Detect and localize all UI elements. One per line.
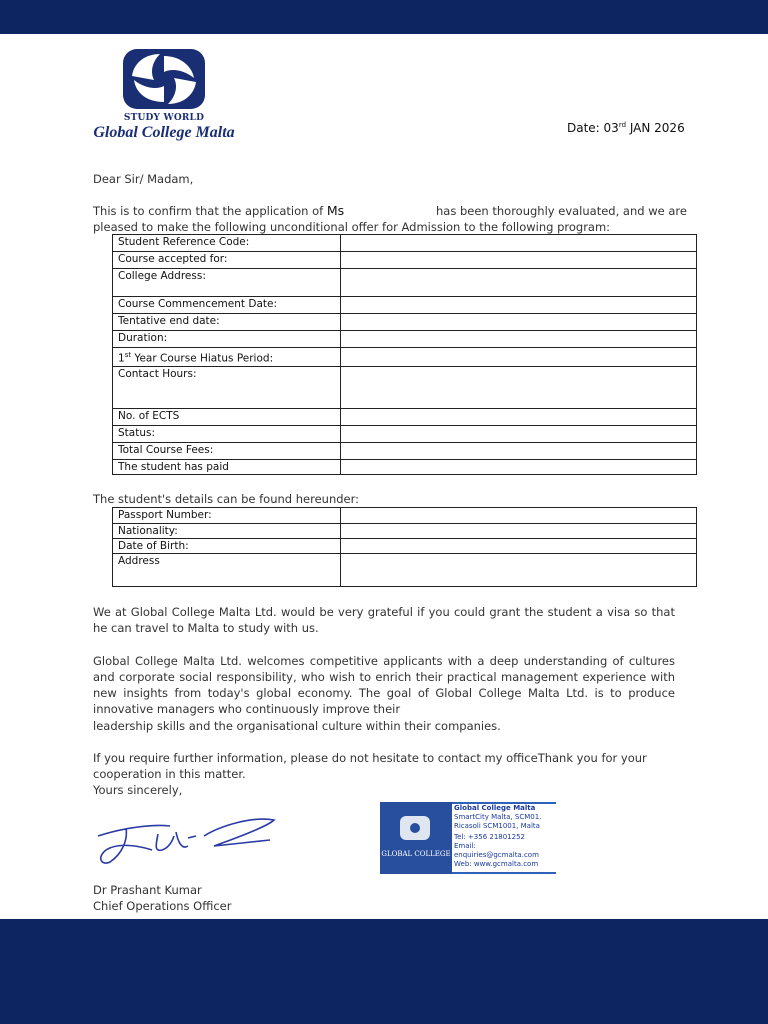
- table-row: Duration:: [113, 331, 697, 348]
- table-row: Status:: [113, 425, 697, 442]
- contact-line-2: cooperation in this matter.: [93, 767, 246, 781]
- stamp-email: Email: enquiries@gcmalta.com: [454, 842, 539, 859]
- table-row: Course Commencement Date:: [113, 297, 697, 314]
- college-logo: [84, 48, 244, 148]
- table-row: 1st Year Course Hiatus Period:: [113, 348, 697, 367]
- logo-brand-text: STUDY WORLD: [123, 113, 205, 123]
- stamp-logo-icon: [380, 802, 452, 874]
- letter-date: Date: 03rd JAN 2026: [567, 121, 685, 135]
- salutation: Dear Sir/ Madam,: [93, 172, 194, 186]
- signatory-title: Chief Operations Officer: [93, 899, 232, 913]
- college-description-end: leadership skills and the organisational culture within their companies.: [93, 719, 501, 733]
- table-row: Contact Hours:: [113, 366, 697, 408]
- intro-line-2: pleased to make the following unconditional offer for Admission to the following program:: [93, 220, 611, 234]
- college-stamp: [380, 802, 556, 874]
- table-row: The student has paid: [113, 459, 697, 474]
- footer-bar: [0, 919, 768, 1024]
- closing: Yours sincerely,: [93, 783, 183, 797]
- table-row: Date of Birth:: [113, 539, 697, 554]
- table-row: Tentative end date:: [113, 314, 697, 331]
- stamp-phone: Tel: +356 21801252: [454, 833, 526, 841]
- details-table: [112, 507, 697, 587]
- table-row: Student Reference Code:: [113, 235, 697, 252]
- header-bar: [0, 0, 768, 34]
- stamp-address-block: [452, 804, 556, 872]
- svg-text:GLOBAL COLLEGE: GLOBAL COLLEGE: [381, 850, 451, 858]
- table-row: Address: [113, 554, 697, 587]
- table-row: Course accepted for:: [113, 252, 697, 269]
- signature-image: [92, 806, 282, 878]
- program-table: [112, 234, 697, 475]
- college-description-paragraph: Global College Malta Ltd. welcomes competitive applicants with a deep understanding of cultures and corporate social responsibility, who wish to enrich their practical management experience with new insights from today's global economy. The goal of Global College Malta Ltd. is to produce innovative managers who continuously improve their: [93, 654, 675, 716]
- swirl-logo-icon: [122, 48, 206, 110]
- stamp-address-line-1: SmartCity Malta, SCM01.: [454, 813, 542, 821]
- table-row: Passport Number:: [113, 508, 697, 524]
- stamp-address-line-2: Ricasoli SCM1001, Malta: [454, 822, 540, 830]
- intro-line-1: This is to confirm that the application of Ms: [93, 203, 345, 218]
- intro-line-1-end: has been thoroughly evaluated, and we are: [436, 204, 687, 218]
- visa-request-paragraph: We at Global College Malta Ltd. would be very grateful if you could grant the student a visa so that he can travel to Malta to study with us.: [93, 605, 675, 635]
- stamp-website: Web: www.gcmalta.com: [454, 860, 539, 868]
- contact-line-1: If you require further information, please do not hesitate to contact my officeThank you for your: [93, 751, 647, 765]
- table-row: College Address:: [113, 269, 697, 297]
- signatory-name: Dr Prashant Kumar: [93, 883, 202, 897]
- table-row: No. of ECTS: [113, 408, 697, 425]
- stamp-seal: [380, 802, 452, 874]
- stamp-college-name: Global College Malta: [454, 804, 536, 812]
- logo-college-name: Global College Malta: [93, 124, 235, 141]
- table-row: Nationality:: [113, 524, 697, 539]
- applicant-name: Ms: [326, 203, 345, 218]
- table-row: Total Course Fees:: [113, 442, 697, 459]
- details-intro: The student's details can be found hereunder:: [93, 492, 360, 506]
